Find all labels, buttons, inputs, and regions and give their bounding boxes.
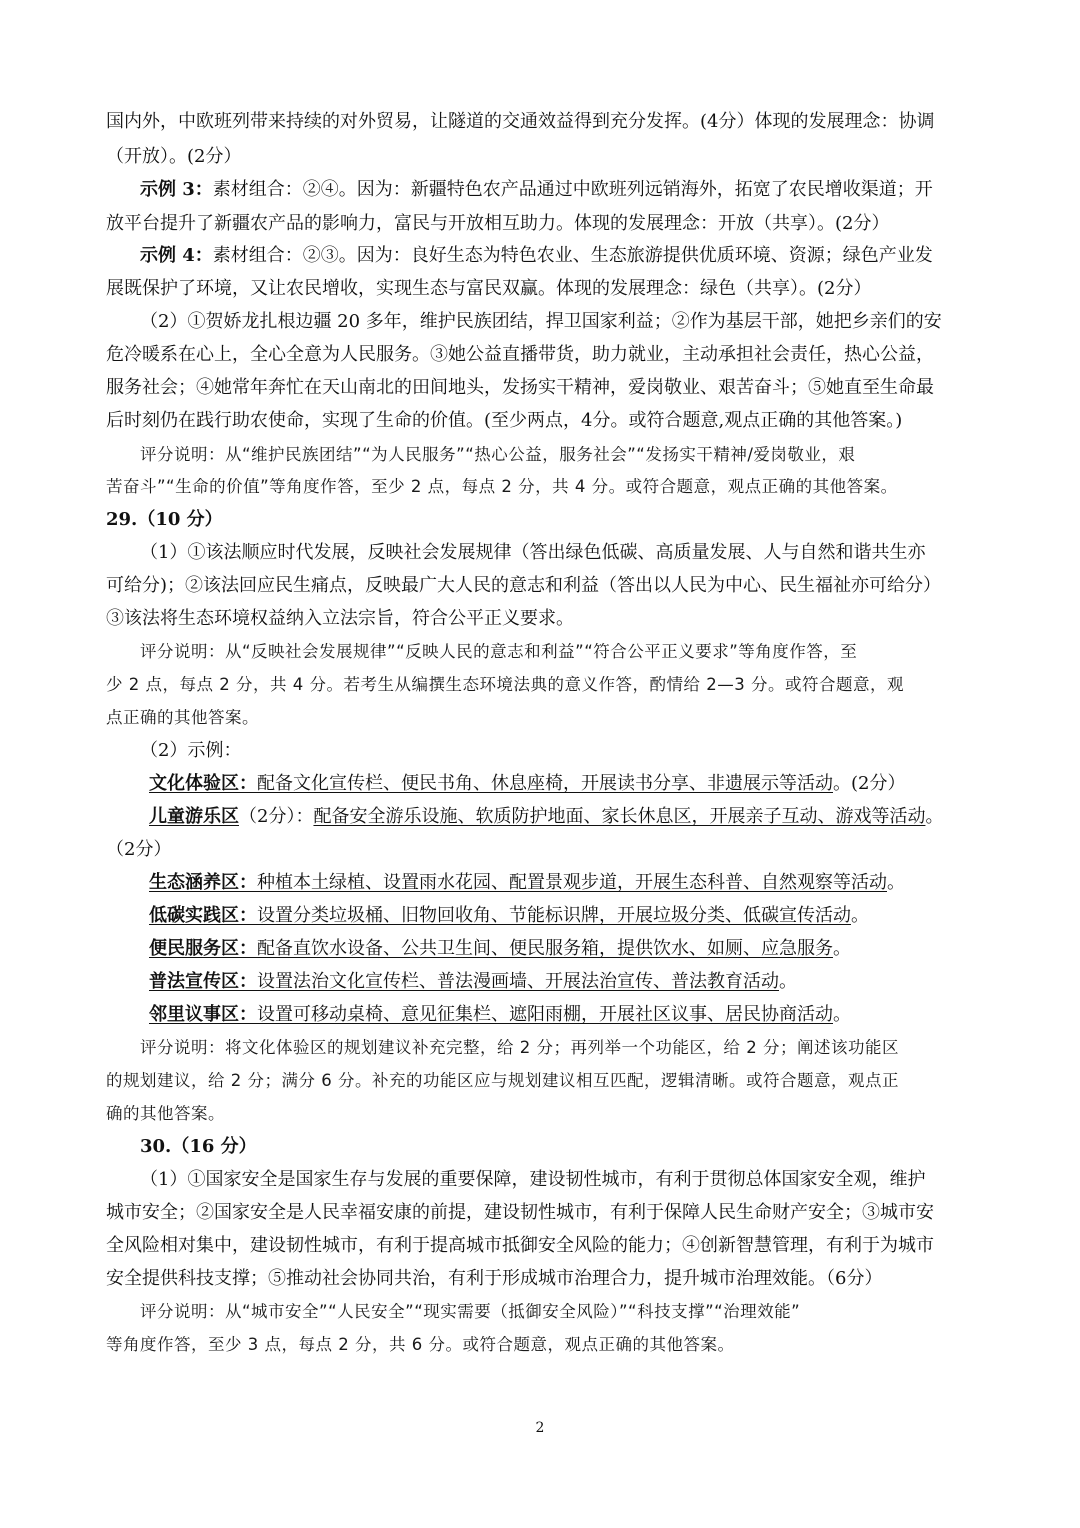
zone-text: 设置法治文化宣传栏、普法漫画墙、开展法治宣传、普法教育活动 xyxy=(257,971,779,992)
paragraph-line: ③该法将生态环境权益纳入立法宗旨，符合公平正义要求。 xyxy=(106,608,574,629)
zone-label: 儿童游乐区 xyxy=(149,806,239,827)
paragraph-line: （2分） xyxy=(106,839,172,860)
zone-text: 配备文化宣传栏、便民书角、休息座椅，开展读书分享、非遗展示等活动 xyxy=(257,773,833,794)
question-heading: 29.（10 分） xyxy=(106,509,223,530)
zone-label: 普法宣传区： xyxy=(149,971,257,992)
zone-label: 便民服务区： xyxy=(149,938,257,959)
scoring-note: 点正确的其他答案。 xyxy=(106,708,259,727)
paragraph-line: 可给分)；②该法回应民生痛点，反映最广大人民的意志和利益（答出以人民为中心、民生福祉亦可给分） xyxy=(106,575,942,596)
paragraph-line: （1）①该法顺应时代发展，反映社会发展规律（答出绿色低碳、高质量发展、人与自然和谐共生亦 xyxy=(140,542,926,563)
scoring-note: 等角度作答，至少 3 点，每点 2 分，共 6 分。或符合题意，观点正确的其他答案。 xyxy=(106,1335,735,1354)
zone-label: 文化体验区： xyxy=(149,773,257,794)
example-3-text: 素材组合：②④。因为：新疆特色农产品通过中欧班列远销海外，拓宽了农民增收渠道；开 xyxy=(212,179,933,200)
scoring-note: 评分说明：从“城市安全”“人民安全”“现实需要（抵御安全风险）”“科技支撑”“治理效能” xyxy=(140,1302,801,1321)
zone-text: 设置分类垃圾桶、旧物回收角、节能标识牌，开展垃圾分类、低碳宣传活动 xyxy=(257,905,851,926)
paragraph-line: 放平台提升了新疆农产品的影响力，富民与开放相互助力。体现的发展理念：开放（共享）。(2分） xyxy=(106,213,890,234)
zone-label: 邻里议事区： xyxy=(149,1004,257,1025)
scoring-note: 少 2 点，每点 2 分，共 4 分。若考生从编撰生态环境法典的意义作答，酌情给 2—3 分。或符合题意，观 xyxy=(106,675,904,694)
scoring-note: 确的其他答案。 xyxy=(106,1104,225,1123)
zone-line xyxy=(149,937,1019,961)
zone-line xyxy=(149,904,1019,928)
zone-suffix: 。 xyxy=(833,1004,851,1025)
question-heading: 30.（16 分） xyxy=(140,1136,257,1157)
paragraph-line: （2）①贺娇龙扎根边疆 20 多年，维护民族团结，捍卫国家利益；②作为基层干部，她把乡亲们的安 xyxy=(140,311,942,332)
scoring-note: 评分说明：从“维护民族团结”“为人民服务”“热心公益，服务社会”“发扬实干精神/爱岗敬业，艰 xyxy=(140,445,856,464)
example-4-text: 素材组合：②③。因为：良好生态为特色农业、生态旅游提供优质环境、资源；绿色产业发 xyxy=(212,245,933,266)
zone-text: 配备直饮水设备、公共卫生间、便民服务箱，提供饮水、如厕、应急服务 xyxy=(257,938,833,959)
scoring-note: 评分说明：从“反映社会发展规律”“反映人民的意志和利益”“符合公平正义要求”等角度作答，至 xyxy=(140,642,858,661)
zone-suffix: 。 xyxy=(887,872,905,893)
example-3-line xyxy=(140,178,1010,202)
paragraph-line: 展既保护了环境，又让农民增收，实现生态与富民双赢。体现的发展理念：绿色（共享）。(2分） xyxy=(106,278,872,299)
paragraph-line: 后时刻仍在践行助农使命，实现了生命的价值。(至少两点，4分。或符合题意,观点正确的其他答案。) xyxy=(106,410,903,431)
example-4-line xyxy=(140,244,1010,268)
example-3-label: 示例 3： xyxy=(140,179,213,200)
paragraph-line: （1）①国家安全是国家生存与发展的重要保障，建设韧性城市，有利于贯彻总体国家安全观，维护 xyxy=(140,1169,926,1190)
zone-suffix: 。(2分） xyxy=(833,773,906,794)
zone-line xyxy=(149,970,1019,994)
paragraph-line: 城市安全；②国家安全是人民幸福安康的前提，建设韧性城市，有利于保障人民生命财产安全；③城市安 xyxy=(106,1202,934,1223)
example-4-label: 示例 4： xyxy=(140,245,213,266)
scoring-note: 的规划建议，给 2 分；满分 6 分。补充的功能区应与规划建议相互匹配，逻辑清晰。或符合题意，观点正 xyxy=(106,1071,899,1090)
paragraph-line: 安全提供科技支撑；⑤推动社会协同共治，有利于形成城市治理合力，提升城市治理效能。（6分） xyxy=(106,1268,883,1289)
scoring-note: 评分说明：将文化体验区的规划建议补充完整，给 2 分；再列举一个功能区，给 2 分；阐述该功能区 xyxy=(140,1038,899,1057)
zone-text: 设置可移动桌椅、意见征集栏、遮阳雨棚，开展社区议事、居民协商活动 xyxy=(257,1004,833,1025)
page-number: 2 xyxy=(535,1420,545,1436)
zone-text: 种植本土绿植、设置雨水花园、配置景观步道，开展生态科普、自然观察等活动 xyxy=(257,872,887,893)
zone-line xyxy=(149,805,1019,829)
paragraph-line: 危冷暖系在心上，全心全意为人民服务。③她公益直播带货，助力就业，主动承担社会责任，热心公益， xyxy=(106,344,934,365)
zone-line xyxy=(149,871,1019,895)
zone-suffix: 。 xyxy=(779,971,797,992)
zone-label: 生态涵养区： xyxy=(149,872,257,893)
paragraph-line: （开放）。(2分） xyxy=(106,146,242,167)
zone-line xyxy=(149,772,1019,796)
zone-label: 低碳实践区： xyxy=(149,905,257,926)
paragraph-line: 国内外，中欧班列带来持续的对外贸易，让隧道的交通效益得到充分发挥。(4分）体现的发展理念：协调 xyxy=(106,111,935,132)
zone-suffix: 。 xyxy=(833,938,851,959)
zone-text: 配备安全游乐设施、软质防护地面、家长休息区，开展亲子互动、游戏等活动 xyxy=(313,806,926,827)
paragraph-line: （2）示例： xyxy=(140,740,242,761)
zone-suffix: 。 xyxy=(925,806,944,827)
paragraph-line: 服务社会；④她常年奔忙在天山南北的田间地头，发扬实干精神，爱岗敬业、艰苦奋斗；⑤她直至生命最 xyxy=(106,377,934,398)
paragraph-line: 全风险相对集中，建设韧性城市，有利于提高城市抵御安全风险的能力；④创新智慧管理，有利于为城市 xyxy=(106,1235,934,1256)
zone-line xyxy=(149,1003,1019,1027)
scoring-note: 苦奋斗”“生命的价值”等角度作答，至少 2 点，每点 2 分，共 4 分。或符合题意，观点正确的其他答案。 xyxy=(106,477,898,496)
zone-suffix: 。 xyxy=(851,905,869,926)
zone-score: （2分）： xyxy=(239,806,314,827)
